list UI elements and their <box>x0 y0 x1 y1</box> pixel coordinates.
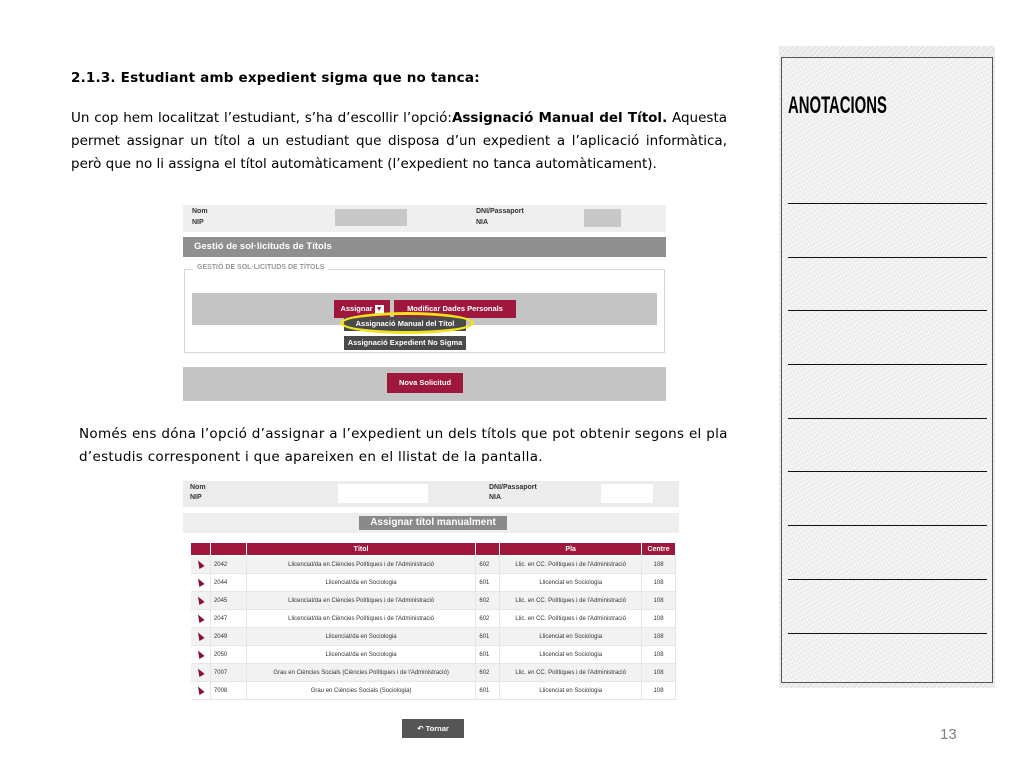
cursor-arrow-icon[interactable] <box>196 595 205 605</box>
cursor-arrow-icon[interactable] <box>196 631 205 641</box>
fieldset-legend: GESTIÓ DE SOL·LICITUDS DE TÍTOLS <box>193 264 328 271</box>
chevron-down-icon: ▼ <box>375 305 383 313</box>
col-select <box>191 543 211 556</box>
note-line <box>788 310 987 311</box>
followup-paragraph: Només ens dóna l’opció d’assignar a l’expedient un dels títols que pot obtenir segons el pla d’estudis corresponent i que apareixen en el llistat de la pantalla. <box>79 426 728 465</box>
cursor-arrow-icon[interactable] <box>196 613 205 623</box>
tornar-button[interactable] <box>402 719 464 738</box>
table-row[interactable]: 2050 Llicenciat/da en Sociologia 601 Llicenciat en Sociologia 108 <box>191 646 676 664</box>
nom-field <box>335 209 407 226</box>
table-row[interactable]: 2049 Llicenciat/da en Sociologia 601 Llicenciat en Sociologia 108 <box>191 628 676 646</box>
panel-title: Assignar títol manualment <box>359 516 507 530</box>
label-nip: NIP <box>192 219 204 226</box>
col-pla: Pla <box>500 543 642 556</box>
tornar-label: Tornar <box>425 724 449 733</box>
note-line <box>788 257 987 258</box>
table-row[interactable]: 7007 Grau en Ciències Socials (Ciències Polítiques i de l'Administració) 602 Llic. en CC. Polítiques i de l'Administració 108 <box>191 664 676 682</box>
label-nom: Nom <box>190 484 206 491</box>
dni-field <box>601 484 653 503</box>
intro-lead: Un cop hem localitzat l’estudiant, s’ha d’escollir l’opció: <box>71 110 452 126</box>
modificar-dades-button[interactable]: Modificar Dades Personals <box>394 300 516 318</box>
note-line <box>788 418 987 419</box>
screenshot-assignar-titol <box>183 481 679 733</box>
nom-field <box>338 484 428 503</box>
note-line <box>788 579 987 580</box>
back-arrow-icon: ↶ <box>417 724 424 733</box>
note-line <box>788 525 987 526</box>
menu-item-assignacio-no-sigma[interactable]: Assignació Expedient No Sigma <box>344 336 466 350</box>
label-dni: DNI/Passaport <box>489 484 537 491</box>
assignar-label: Assignar <box>340 304 373 313</box>
label-nia: NIA <box>489 494 502 501</box>
note-line <box>788 633 987 634</box>
col-pla-code <box>476 543 500 556</box>
section-heading: 2.1.3. Estudiant amb expedient sigma que no tanca: <box>71 70 480 86</box>
label-nip: NIP <box>190 494 202 501</box>
note-line <box>788 203 987 204</box>
table-row[interactable]: 7008 Grau en Ciències Socials (Sociologia) 601 Llicenciat en Sociologia 108 <box>191 682 676 700</box>
table-row[interactable]: 2042 Llicenciat/da en Ciències Polítiques i de l'Administració 602 Llic. en CC. Polítiques i de l'Administració 108 <box>191 556 676 574</box>
cursor-arrow-icon[interactable] <box>196 577 205 587</box>
cursor-arrow-icon[interactable] <box>196 667 205 677</box>
cursor-arrow-icon[interactable] <box>196 685 205 695</box>
annotations-title: ANOTACIONS <box>788 92 887 119</box>
table-row[interactable]: 2047 Llicenciat/da en Ciències Polítiques i de l'Administració 602 Llic. en CC. Polítiques i de l'Administració 108 <box>191 610 676 628</box>
cursor-arrow-icon[interactable] <box>196 649 205 659</box>
col-titol: Títol <box>246 543 476 556</box>
intro-option-name: Assignació Manual del Títol. <box>451 110 668 126</box>
col-code <box>210 543 246 556</box>
titles-table <box>190 542 676 700</box>
table-row[interactable]: 2045 Llicenciat/da en Ciències Polítiques i de l'Administració 602 Llic. en CC. Polítiques i de l'Administració 108 <box>191 592 676 610</box>
note-line <box>788 364 987 365</box>
intro-paragraph <box>71 107 727 176</box>
menu-item-assignacio-manual[interactable]: Assignació Manual del Títol <box>344 317 466 331</box>
cursor-arrow-icon[interactable] <box>196 559 205 569</box>
col-centre: Centre <box>642 543 676 556</box>
dni-field <box>584 209 621 227</box>
highlight-ellipse <box>340 312 474 334</box>
label-nom: Nom <box>192 208 208 215</box>
label-nia: NIA <box>476 219 489 226</box>
panel-title: Gestió de sol·licituds de Títols <box>183 237 666 257</box>
label-dni: DNI/Passaport <box>476 208 524 215</box>
page-number: 13 <box>940 726 957 743</box>
annotations-panel <box>781 57 993 683</box>
table-row[interactable]: 2044 Llicenciat/da en Sociologia 601 Llicenciat en Sociologia 108 <box>191 574 676 592</box>
intro-rest: Aquesta permet assignar un títol a un estudiant que disposa d’un expedient a l’aplicació informàtica, però que no li assigna el títol automàticament (l’expedient no tanca automàticament). <box>71 110 728 172</box>
note-line <box>788 471 987 472</box>
screenshot-gestio-solicituds <box>183 205 666 401</box>
nova-solicitud-button[interactable]: Nova Solicitud <box>387 373 463 393</box>
table-header-row <box>191 543 676 556</box>
